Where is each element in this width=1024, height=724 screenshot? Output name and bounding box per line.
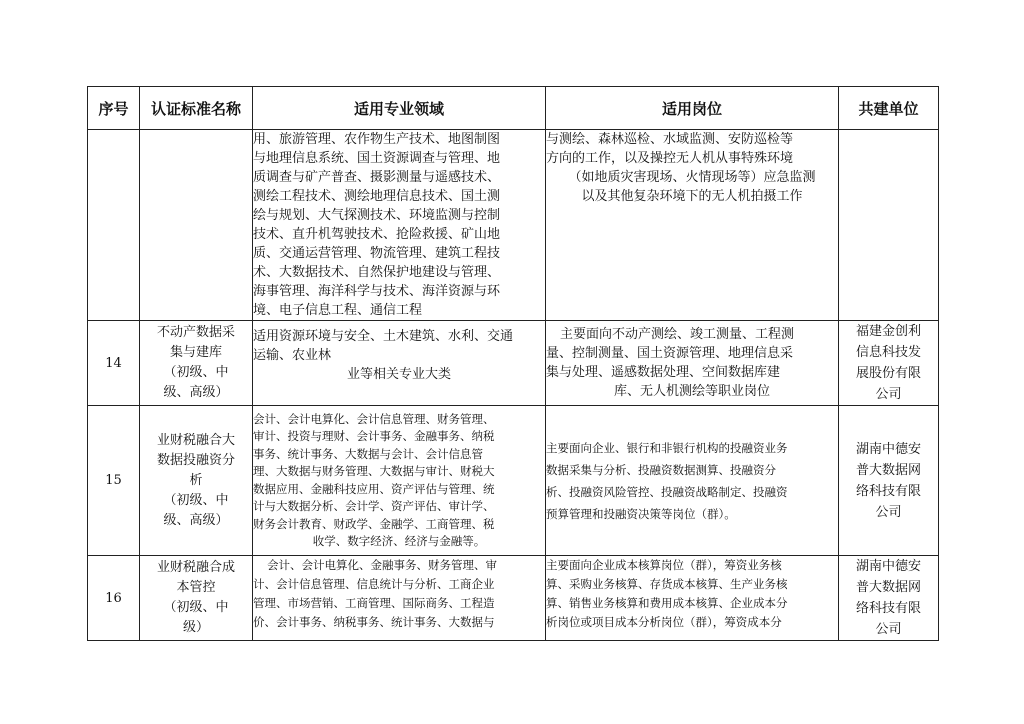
co-builder — [839, 321, 939, 406]
text-line: 业财税融合成 — [156, 560, 235, 575]
applicable-posts — [546, 406, 839, 556]
text-line: 级、高级） — [163, 385, 229, 400]
table-row — [88, 406, 939, 556]
text-line: 与测绘、森林巡检、水域监测、安防巡检等 — [546, 132, 794, 147]
text-line: 计、会计信息管理、信息统计与分析、工商企业 — [253, 577, 495, 591]
row-number: 14 — [88, 321, 140, 406]
text-line: 算、销售业务核算和费用成本核算、企业成本分 — [546, 596, 788, 610]
text-line: 算、采购业务核算、存货成本核算、生产业务核 — [546, 577, 788, 591]
text-line: 以及其他复杂环境下的无人机拍摄工作 — [581, 189, 803, 204]
applicable-fields — [253, 556, 546, 641]
header-applicable-fields: 适用专业领域 — [253, 87, 546, 130]
table-row — [88, 321, 939, 406]
text-line: 绘与规划、大气探测技术、环境监测与控制 — [253, 208, 501, 223]
text-line: 术、大数据技术、自然保护地建设与管理、 — [253, 265, 501, 280]
text-line: 析 — [189, 472, 203, 488]
text-line: 络科技有限 — [855, 601, 921, 616]
text-line: （初级、中 — [163, 600, 229, 615]
text-line: 不动产数据采 — [156, 325, 235, 340]
text-line: 集与处理、遥感数据处理、空间数据库建 — [546, 365, 781, 380]
header-applicable-posts: 适用岗位 — [546, 87, 839, 130]
text-line: 级） — [182, 620, 209, 635]
applicable-fields — [253, 406, 546, 556]
text-line: 质、交通运营管理、物流管理、建筑工程技 — [253, 246, 501, 261]
text-line: 数据应用、金融科技应用、资产评估与管理、统 — [253, 481, 495, 496]
text-line: 收学、数字经济、经济与金融等。 — [312, 534, 486, 548]
row-number: 16 — [88, 556, 140, 641]
text-line: 展股份有限 — [855, 366, 921, 381]
text-line: 计与大数据分析、会计学、资产评估、审计学、 — [253, 499, 495, 513]
text-line: 业财税融合大 — [156, 432, 235, 448]
header-seq: 序号 — [88, 87, 140, 130]
text-line: （如地质灾害现场、火情现场等）应急监测 — [568, 170, 816, 185]
text-line: 海事管理、海洋科学与技术、海洋资源与环 — [253, 284, 501, 299]
text-line: 理、大数据与财务管理、大数据与审计、财税大 — [253, 464, 495, 478]
text-line: 级、高级） — [163, 512, 229, 528]
text-line: 信息科技发 — [855, 345, 921, 360]
standard-name — [140, 130, 253, 321]
text-line: 主要面向企业、银行和非银行机构的投融资业务 — [546, 440, 788, 455]
certification-table — [87, 86, 939, 641]
text-line: 析岗位或项目成本分析岗位（群），筹资成本分 — [546, 615, 782, 629]
text-line: 库、无人机测绘等职业岗位 — [613, 384, 770, 399]
text-line: 量、控制测量、国土资源管理、地理信息采 — [546, 346, 794, 361]
text-line: 用、旅游管理、农作物生产技术、地图制图 — [253, 132, 501, 147]
text-line: 络科技有限 — [855, 483, 921, 499]
standard-name — [140, 321, 253, 406]
text-line: 审计、投资与理财、会计事务、金融事务、纳税 — [253, 429, 495, 443]
text-line: 运输、农业林 — [253, 348, 332, 363]
applicable-fields — [253, 321, 546, 406]
text-line: 事务、统计事务、大数据与会计、会计信息管 — [253, 446, 483, 461]
text-line: 与地理信息系统、国土资源调查与管理、地 — [253, 151, 501, 166]
text-line: 公司 — [875, 387, 902, 402]
text-line: 业等相关专业大类 — [346, 367, 451, 382]
table-row — [88, 130, 939, 321]
text-line: 技术、直升机驾驶技术、抢险救援、矿山地 — [253, 227, 501, 242]
table-row — [88, 556, 939, 641]
co-builder — [839, 556, 939, 641]
co-builder — [839, 130, 939, 321]
co-builder — [839, 406, 939, 556]
standard-name — [140, 406, 253, 556]
standard-name — [140, 556, 253, 641]
text-line: 主要面向企业成本核算岗位（群），筹资业务核 — [546, 558, 782, 572]
text-line: 主要面向不动产测绘、竣工测量、工程测 — [560, 327, 795, 342]
applicable-fields — [253, 130, 546, 321]
text-line: 适用资源环境与安全、土木建筑、水利、交通 — [253, 329, 514, 344]
text-line: 数据采集与分析、投融资数据测算、投融资分 — [546, 462, 776, 477]
row-number: 15 — [88, 406, 140, 556]
text-line: 普大数据网 — [855, 462, 921, 478]
text-line: 预算管理和投融资决策等岗位（群）。 — [546, 506, 736, 521]
text-line: 集与建库 — [169, 345, 222, 360]
header-co-builder: 共建单位 — [839, 87, 939, 130]
text-line: 财务会计教育、财政学、金融学、工商管理、税 — [253, 516, 495, 531]
text-line: 普大数据网 — [855, 580, 921, 595]
text-line: 湖南中德安 — [855, 559, 921, 574]
text-line: 析、投融资风险管控、投融资战略制定、投融资 — [546, 484, 788, 499]
text-line: 福建金创利 — [855, 324, 921, 339]
text-line: 价、会计事务、纳税事务、统计事务、大数据与 — [253, 615, 495, 629]
applicable-posts — [546, 321, 839, 406]
text-line: 会计、会计电算化、金融事务、财务管理、审 — [267, 558, 497, 572]
text-line: 本管控 — [176, 580, 216, 595]
text-line: 方向的工作，以及操控无人机从事特殊环境 — [546, 151, 794, 166]
text-line: 质调查与矿产普查、摄影测量与遥感技术、 — [253, 170, 501, 185]
text-line: 会计、会计电算化、会计信息管理、财务管理、 — [253, 411, 495, 426]
text-line: （初级、中 — [163, 492, 229, 508]
text-line: 测绘工程技术、测绘地理信息技术、国土测 — [253, 189, 501, 204]
header-standard-name: 认证标准名称 — [140, 87, 253, 130]
row-number — [88, 130, 140, 321]
applicable-posts — [546, 556, 839, 641]
text-line: 公司 — [875, 622, 902, 637]
applicable-posts — [546, 130, 839, 321]
table-header-row — [88, 87, 939, 130]
text-line: 数据投融资分 — [156, 452, 235, 468]
text-line: 管理、市场营销、工商管理、国际商务、工程造 — [253, 596, 495, 610]
text-line: 境、电子信息工程、通信工程 — [253, 303, 423, 318]
text-line: 湖南中德安 — [855, 441, 921, 457]
text-line: （初级、中 — [163, 365, 229, 380]
text-line: 公司 — [875, 504, 902, 520]
